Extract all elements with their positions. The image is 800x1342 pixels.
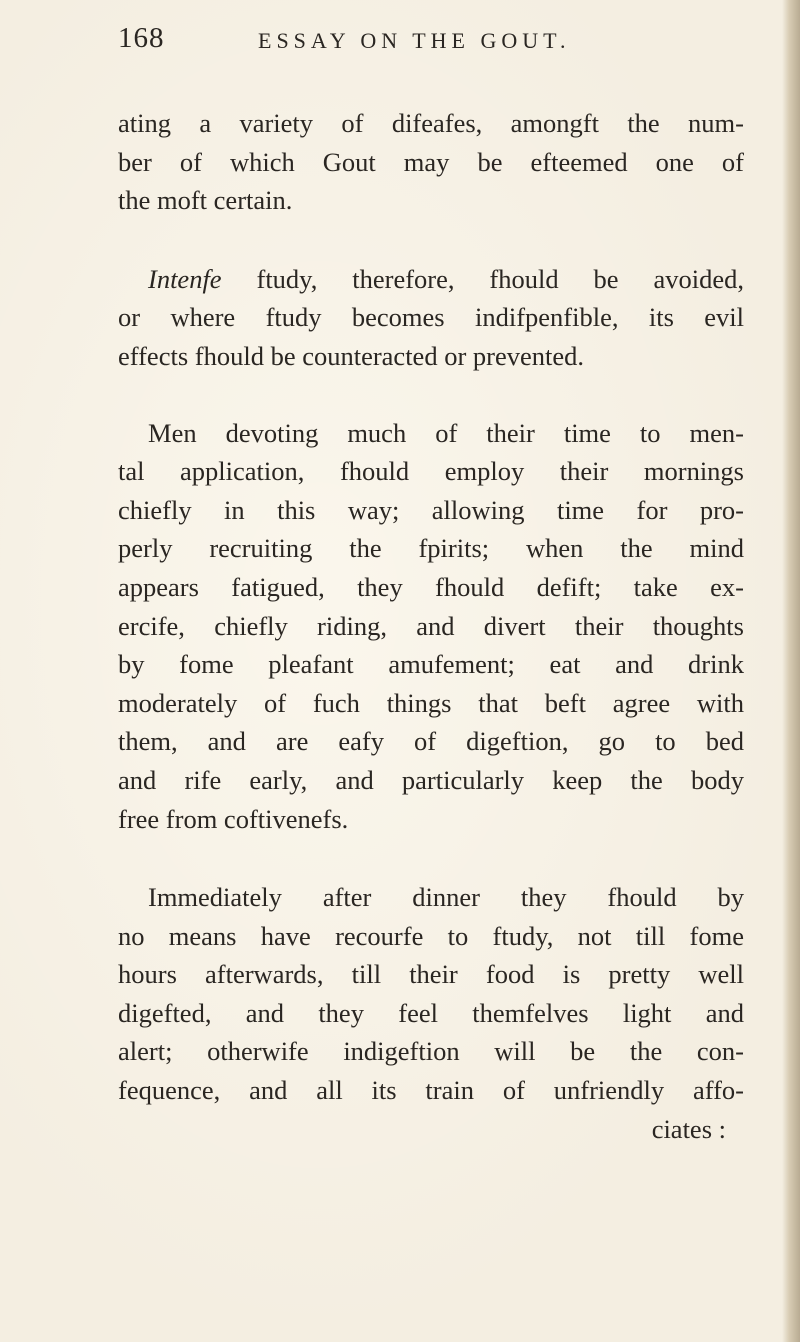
paragraph-2	[118, 260, 744, 376]
catchword: ciates :	[651, 1113, 726, 1144]
text-line: chiefly in this way; allowing time for pro-	[118, 494, 744, 525]
text-line: fequence, and all its train of unfriendly affo-	[118, 1075, 744, 1106]
text-line: ating a variety of difeafes, amongft the num-	[118, 108, 744, 138]
text-line: no means have recourfe to ftudy, not till fome	[118, 920, 744, 951]
text-line: by fome pleafant amufement; eat and drink	[118, 649, 744, 680]
text-line: effects fhould be counteracted or prevented.	[118, 340, 584, 371]
page-number: 168	[118, 22, 165, 54]
text-line: free from coftivenefs.	[118, 803, 349, 834]
text-line: hours afterwards, till their food is pretty well	[118, 959, 744, 990]
text-line: or where ftudy becomes indifpenfible, its evil	[118, 302, 744, 333]
text-line: moderately of fuch things that beft agree with	[118, 687, 744, 718]
text-line: ercife, chiefly riding, and divert their thoughts	[118, 610, 744, 641]
body-text	[118, 104, 744, 1148]
page-header	[118, 22, 718, 68]
text-line: Intenfe ftudy, therefore, fhould be avoided,	[148, 263, 744, 294]
paragraph-3	[118, 414, 744, 839]
text-line: ber of which Gout may be efteemed one of	[118, 146, 744, 177]
text-line: Men devoting much of their time to men-	[148, 417, 744, 448]
running-head: ESSAY ON THE GOUT.	[258, 28, 571, 53]
text-line: tal application, fhould employ their mornings	[118, 456, 744, 487]
text-line: alert; otherwife indigeftion will be the con-	[118, 1036, 744, 1067]
page-edge-shadow	[782, 0, 800, 1342]
text-line: Immediately after dinner they fhould by	[148, 882, 744, 913]
paragraph-4	[118, 878, 744, 1148]
text-line: them, and are eafy of digeftion, go to bed	[118, 726, 744, 757]
paragraph-1	[118, 104, 744, 220]
text-line: perly recruiting the fpirits; when the mind	[118, 533, 744, 564]
text-line: appears fatigued, they fhould defift; take ex-	[118, 571, 744, 602]
text-line: and rife early, and particularly keep the body	[118, 764, 744, 795]
text-line: the moft certain.	[118, 185, 293, 216]
text-line: digefted, and they feel themfelves light and	[118, 997, 744, 1028]
